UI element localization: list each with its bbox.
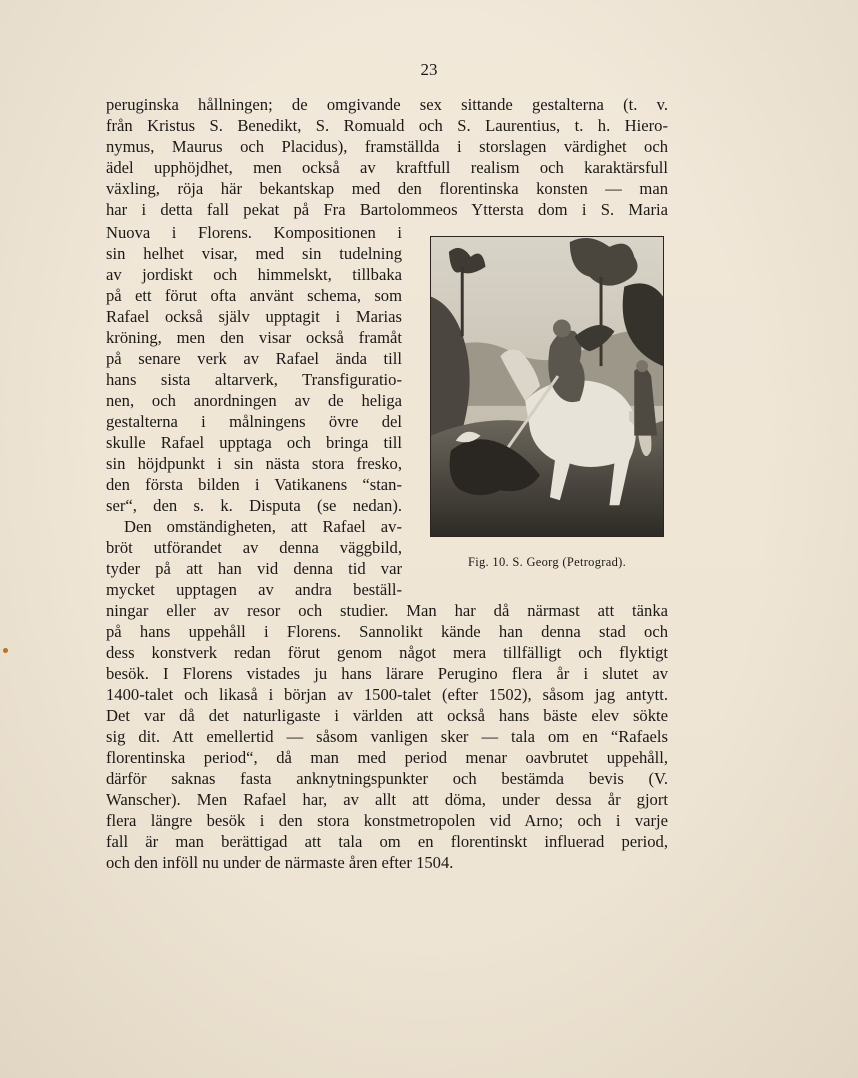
text-line: på hans uppehåll i Florens. Sannolikt kände han denna stad och: [106, 622, 668, 641]
text-line: Den omständigheten, att Rafael av-: [124, 517, 402, 536]
text-line: sin höjdpunkt i sin nästa stora fresko,: [106, 454, 402, 473]
text-line: skulle Rafael upptaga och bringa till: [106, 433, 402, 452]
text-line: Det var då det naturligaste i världen att också hans bäste elev sökte: [106, 706, 668, 725]
text-line: har i detta fall pekat på Fra Bartolommeos Yttersta dom i S. Maria: [106, 200, 668, 219]
text-line: nymus, Maurus och Placidus), framställda i storslagen värdighet och: [106, 137, 668, 156]
text-line: sin helhet visar, med sin tudelning: [106, 244, 402, 263]
page-number: 23: [420, 60, 438, 79]
text-line: på ett förut ofta använt schema, som: [106, 286, 402, 305]
text-line: ädel upphöjdhet, men också av kraftfull realism och karaktärsfull: [106, 158, 668, 177]
text-line: den första bilden i Vatikanens “stan-: [106, 475, 402, 494]
text-line: peruginska hållningen; de omgivande sex sittande gestalterna (t. v.: [106, 95, 668, 114]
text-line: Wanscher). Men Rafael har, av allt att döma, under dessa år gjort: [106, 790, 668, 809]
text-line: gestalterna i målningens övre del: [106, 412, 402, 431]
text-line: ser“, den s. k. Disputa (se nedan).: [106, 496, 402, 515]
painting-illustration: [431, 237, 663, 536]
text-line: från Kristus S. Benedikt, S. Romuald och S. Laurentius, t. h. Hiero-: [106, 116, 668, 135]
figure-caption: Fig. 10. S. Georg (Petrograd).: [467, 555, 627, 569]
text-line: dess konstverk redan förut genom något mera tillfälligt och flyktigt: [106, 643, 668, 662]
text-line: besök. I Florens vistades ju hans lärare Perugino flera år i slutet av: [106, 664, 668, 683]
text-line: växling, röja här bekantskap med den florentinska konsten — man: [106, 179, 668, 198]
text-line: och den inföll nu under de närmaste åren efter 1504.: [106, 853, 454, 872]
text-line: nen, och anordningen av de heliga: [106, 391, 402, 410]
text-line: kröning, men den visar också framåt: [106, 328, 402, 347]
text-line: mycket upptagen av andra beställ-: [106, 580, 402, 599]
text-line: Nuova i Florens. Kompositionen i: [106, 223, 402, 242]
text-line: därför saknas fasta anknytningspunkter och bestämda bevis (V.: [106, 769, 668, 788]
text-line: på senare verk av Rafael ända till: [106, 349, 402, 368]
text-line: hans sista altarverk, Transfiguratio-: [106, 370, 402, 389]
text-line: Rafael också själv upptagit i Marias: [106, 307, 402, 326]
paper-stain: [3, 648, 8, 653]
figure-painting: [430, 236, 664, 537]
text-line: bröt utförandet av denna väggbild,: [106, 538, 402, 557]
text-line: florentinska period“, då man med period menar oavbrutet uppehåll,: [106, 748, 668, 767]
text-line: av jordiskt och himmelskt, tillbaka: [106, 265, 402, 284]
text-line: flera längre besök i den stora konstmetropolen vid Arno; och i varje: [106, 811, 668, 830]
text-line: fall är man berättigad att tala om en florentinskt influerad period,: [106, 832, 668, 851]
text-line: tyder på att han vid denna tid var: [106, 559, 402, 578]
text-line: ningar eller av resor och studier. Man har då närmast att tänka: [106, 601, 668, 620]
text-line: 1400-talet och likaså i början av 1500-talet (efter 1502), såsom jag antytt.: [106, 685, 668, 704]
text-line: sig dit. Att emellertid — såsom vanligen sker — tala om en “Rafaels: [106, 727, 668, 746]
